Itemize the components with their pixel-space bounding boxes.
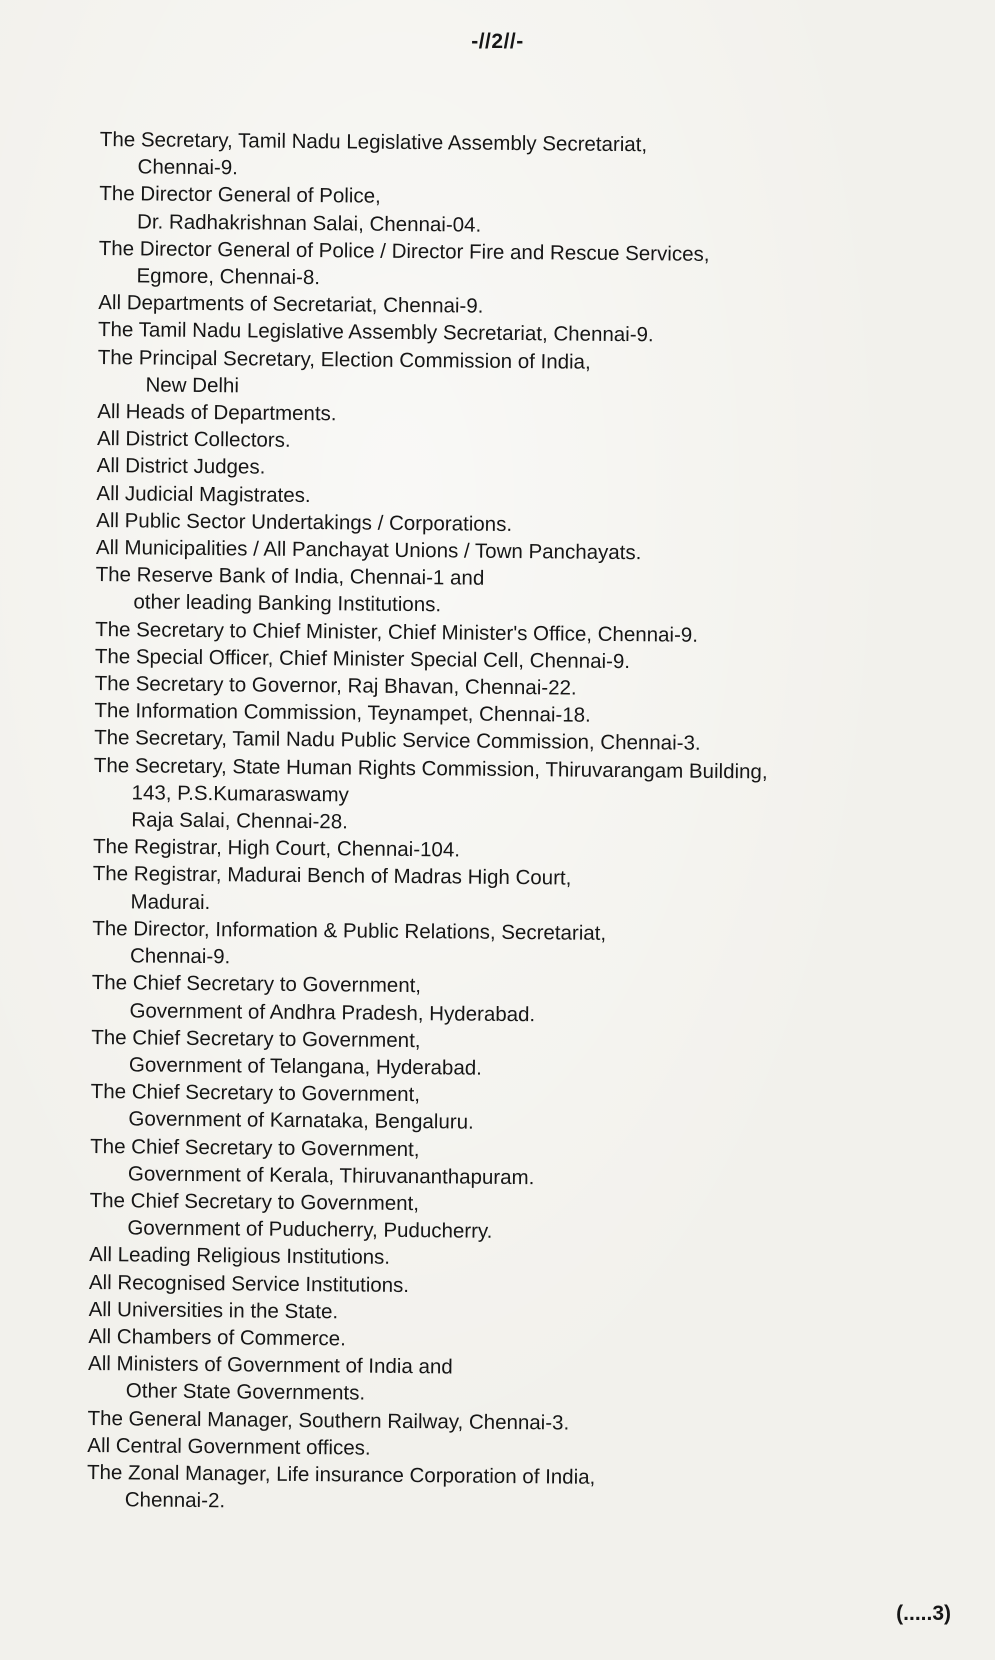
address-entry [92,860,952,923]
address-continuation-line: Chennai-9. [137,155,239,180]
address-line: The Director, Information & Public Relations, Secretariat, [92,916,607,945]
address-line: All Universities in the State. [88,1297,339,1324]
address-line: The Chief Secretary to Government, [89,1188,420,1216]
address-continuation-line: Government of Karnataka, Bengaluru. [128,1107,474,1134]
address-line: The Special Officer, Chief Minister Special Cell, Chennai-9. [94,644,631,673]
address-continuation-line: Government of Telangana, Hyderabad. [128,1053,482,1080]
address-line: The Secretary to Governor, Raj Bhavan, Chennai-22. [94,672,577,700]
address-entry [91,969,951,1032]
address-list [87,126,960,1522]
address-entry [95,561,955,624]
address-line: All District Collectors. [96,427,291,453]
address-continuation-line: Egmore, Chennai-8. [136,264,321,290]
address-continuation-line: New Delhi [145,373,240,398]
address-continuation-line: Government of Kerala, Thiruvananthapuram. [127,1162,535,1189]
address-line: All Judicial Magistrates. [96,481,311,507]
address-line: All Leading Religious Institutions. [89,1243,391,1270]
address-line: The Chief Secretary to Government, [91,971,422,998]
address-entry [91,1024,951,1087]
address-continuation-line: Chennai-2. [124,1488,226,1513]
address-line: The Information Commission, Teynampet, Chennai-18. [94,699,591,728]
address-continuation-line: other leading Banking Institutions. [133,590,442,617]
address-entry [88,1350,948,1413]
page-number: -//2//- [471,30,524,53]
address-line: The Secretary, Tamil Nadu Legislative Assembly Secretariat, [99,127,648,157]
address-line: All Central Government offices. [87,1433,371,1460]
address-continuation-line: Raja Salai, Chennai-28. [131,808,348,834]
address-continuation-line: Government of Puducherry, Puducherry. [127,1216,493,1243]
address-line: All District Judges. [96,454,266,480]
address-line: The Zonal Manager, Life insurance Corporation of India, [86,1460,596,1489]
address-line: The Registrar, Madurai Bench of Madras High Court, [92,862,572,891]
address-line: The Secretary, State Human Rights Commission, Thiruvarangam Building, [93,753,768,784]
address-line: All Municipalities / All Panchayat Unions / Town Panchayats. [95,536,642,565]
address-entry [97,344,957,407]
address-line: The Chief Secretary to Government, [91,1025,421,1052]
address-entry [90,1132,950,1195]
address-entry [89,1187,949,1250]
address-entry [92,915,952,978]
address-line: The Principal Secretary, Election Commission of India, [97,345,591,374]
address-continuation-line: Other State Governments. [125,1379,366,1405]
address-line: The Reserve Bank of India, Chennai-1 and [95,563,485,590]
address-line: All Heads of Departments. [97,400,337,426]
address-line: All Chambers of Commerce. [88,1324,346,1351]
address-line: All Departments of Secretariat, Chennai-9. [98,291,484,318]
address-continuation-line: Government of Andhra Pradesh, Hyderabad. [129,998,536,1026]
address-line: The Tamil Nadu Legislative Assembly Secretariat, Chennai-9. [97,318,654,347]
address-line: The Chief Secretary to Government, [90,1134,420,1161]
address-line: All Public Sector Undertakings / Corporations. [96,508,513,536]
address-line: All Ministers of Government of India and [88,1352,453,1379]
address-entry [93,752,954,842]
address-line: The Registrar, High Court, Chennai-104. [92,835,461,862]
continuation-marker: (.....3) [896,1602,951,1625]
address-line: The Director General of Police / Director Fire and Rescue Services, [98,236,710,266]
address-line: The Director General of Police, [99,182,381,209]
address-line: The General Manager, Southern Railway, Chennai-3. [87,1406,570,1435]
address-entry [99,180,959,243]
address-entry [87,1459,947,1522]
address-line: All Recognised Service Institutions. [88,1270,410,1297]
address-entry [90,1078,950,1141]
address-line: The Secretary to Chief Minister, Chief Minister's Office, Chennai-9. [95,617,699,647]
address-entry [99,126,959,189]
address-line: The Chief Secretary to Government, [90,1080,421,1107]
address-entry [98,235,958,298]
address-continuation-line: Chennai-9. [129,944,231,969]
address-continuation-line: 143, P.S.Kumaraswamy [131,781,349,807]
address-continuation-line: Dr. Radhakrishnan Salai, Chennai-04. [136,209,482,237]
address-line: The Secretary, Tamil Nadu Public Service Commission, Chennai-3. [94,726,701,756]
address-continuation-line: Madurai. [130,890,211,914]
